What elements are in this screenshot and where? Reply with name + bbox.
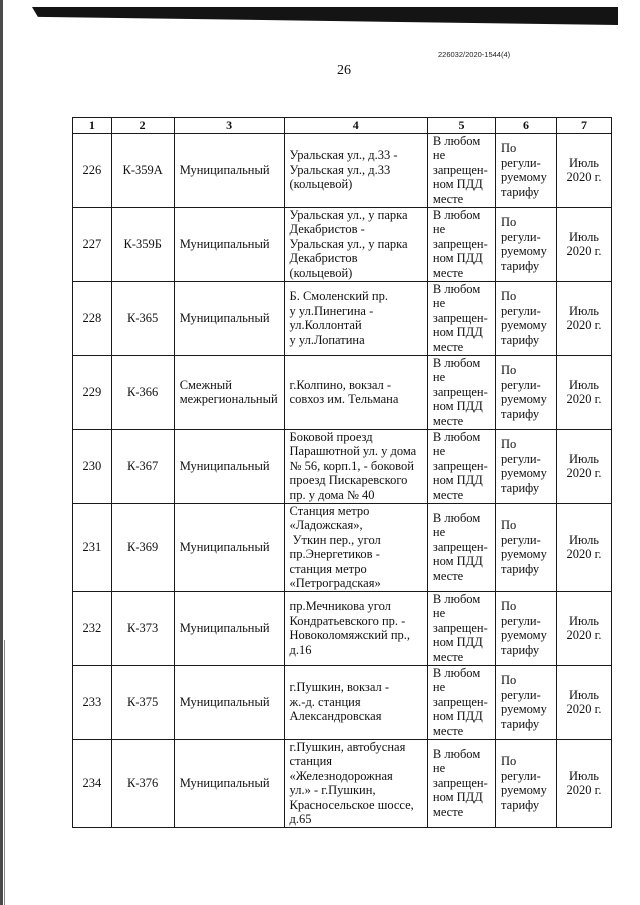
route-path-line: Б. Смоленский пр. [289,289,388,303]
scan-left-edge [0,0,3,905]
row-number-cell: 230 [73,429,112,503]
stop-procedure-line: В любом [432,591,481,606]
stop-procedure-line: не [432,525,446,540]
stop-procedure-line: В любом [432,510,481,525]
stop-procedure-line: не [432,148,446,163]
route-type-cell: Муниципальный [174,665,284,739]
stop-procedure-line: не [432,370,446,385]
tariff-line: руемому [501,244,547,258]
stop-procedure-line: В любом [432,355,481,370]
tariff-cell [496,355,557,429]
stop-procedure-line: запрещен- [432,236,488,251]
start-date-line: Июль [569,377,600,392]
start-date-cell [557,429,612,503]
table-row [73,503,612,591]
route-type-cell: Муниципальный [174,207,284,281]
stop-procedure-line: ном ПДД [432,251,483,266]
route-number-cell: К-369 [111,503,174,591]
stop-procedure-cell [427,281,495,355]
tariff-cell [496,281,557,355]
stop-procedure-line: ном ПДД [432,554,483,569]
tariff-cell [496,133,557,207]
tariff-line: тарифу [501,480,540,495]
tariff-line: регули- [501,768,541,783]
stop-procedure-cell [427,503,495,591]
tariff-line: руемому [501,318,547,332]
start-date-cell [557,739,612,827]
stop-procedure-line: месте [432,339,464,354]
tariff-line: тарифу [501,184,540,199]
stop-procedure-line: ном ПДД [432,473,483,488]
route-number-cell: К-373 [111,591,174,665]
route-path-cell [284,591,427,665]
route-path-line: ул.» - г.Пушкин, [289,783,376,797]
header-cell: 6 [496,118,557,134]
stop-procedure-cell [427,665,495,739]
route-number-cell: К-375 [111,665,174,739]
start-date-line: Июль [569,451,600,466]
route-type-cell: Муниципальный [174,591,284,665]
start-date-line: 2020 г. [566,466,602,480]
header-cell: 1 [73,118,112,134]
route-path-line: пр. у дома № 40 [289,487,375,502]
route-type-cell: Муниципальный [174,503,284,591]
stop-procedure-line: месте [432,191,464,206]
start-date-line: Июль [569,768,600,783]
start-date-line: Июль [569,687,600,702]
header-cell: 5 [427,118,495,134]
header-cell: 4 [284,118,427,134]
tariff-line: руемому [501,628,547,642]
route-path-line: «Петроградская» [289,576,381,590]
route-path-cell [284,281,427,355]
start-date-line: Июль [569,303,600,318]
route-path-line: (кольцевой) [289,177,353,192]
route-path-line: Уткин пер., угол [289,532,381,547]
stop-procedure-line: ном ПДД [432,177,483,192]
stop-procedure-line: ном ПДД [432,325,483,340]
tariff-line: По [501,289,517,303]
stop-procedure-line: запрещен- [432,539,488,554]
tariff-line: руемому [501,702,547,716]
route-path-cell [284,503,427,591]
tariff-line: тарифу [501,332,540,347]
stop-procedure-line: не [432,444,446,459]
route-path-line: Уральская ул., у парка [289,236,408,251]
route-path-line: Уральская ул., у парка [289,207,408,222]
stop-procedure-line: ном ПДД [432,635,483,650]
route-path-line: «Ладожская», [289,518,363,532]
stop-procedure-line: В любом [432,133,481,148]
route-path-line: Александровская [289,709,382,724]
stop-procedure-line: запрещен- [432,162,488,177]
tariff-line: тарифу [501,258,540,273]
tariff-line: регули- [501,229,541,244]
tariff-line: регули- [501,303,541,318]
stop-procedure-line: запрещен- [432,620,488,635]
stop-procedure-cell [427,591,495,665]
table-row [73,207,612,281]
tariff-line: руемому [501,392,547,406]
row-number-cell: 226 [73,133,112,207]
header-cell: 2 [111,118,174,134]
start-date-line: Июль [569,613,600,628]
route-path-line: (кольцевой) [289,265,353,280]
tariff-line: По [501,437,517,451]
table-row [73,665,612,739]
stop-procedure-line: запрещен- [432,458,488,473]
start-date-cell [557,133,612,207]
route-path-line: Декабристов [289,251,358,266]
tariff-line: регули- [501,613,541,628]
stop-procedure-line: месте [432,649,464,664]
row-number-cell: 229 [73,355,112,429]
start-date-line: 2020 г. [566,170,602,184]
route-path-line: ж.-д. станция [289,694,361,709]
stop-procedure-line: не [432,222,446,237]
route-type-cell: Муниципальный [174,739,284,827]
route-path-cell [284,739,427,827]
tariff-cell [496,591,557,665]
stop-procedure-line: не [432,296,446,311]
route-path-line: «Железнодорожная [289,768,393,783]
route-path-line: совхоз им. Тельмана [289,392,399,406]
tariff-line: По [501,215,517,229]
row-number-cell: 228 [73,281,112,355]
row-number-cell: 234 [73,739,112,827]
stop-procedure-line: месте [432,804,464,819]
route-path-cell [284,665,427,739]
tariff-line: тарифу [501,642,540,657]
start-date-cell [557,355,612,429]
tariff-line: По [501,141,517,155]
start-date-cell [557,207,612,281]
route-path-line: Уральская ул., д.33 [289,162,391,177]
table-header-row [73,118,612,134]
tariff-line: регули- [501,451,541,466]
stop-procedure-line: не [432,761,446,776]
route-type-cell: Муниципальный [174,281,284,355]
route-number-cell: К-367 [111,429,174,503]
start-date-cell [557,503,612,591]
stop-procedure-line: запрещен- [432,384,488,399]
row-number-cell: 232 [73,591,112,665]
stop-procedure-line: ном ПДД [432,790,483,805]
route-path-line: проезд Пискаревского [289,473,408,488]
route-path-line: у ул.Пинегина - [289,303,374,318]
tariff-line: По [501,363,517,377]
route-type-cell: Смежный межрегиональный [174,355,284,429]
route-path-line: Боковой проезд [289,429,373,444]
route-path-cell [284,133,427,207]
table-row [73,429,612,503]
stop-procedure-line: В любом [432,665,481,680]
stop-procedure-cell [427,355,495,429]
row-number-cell: 233 [73,665,112,739]
stop-procedure-line: месте [432,413,464,428]
route-path-line: г.Пушкин, автобусная [289,739,406,754]
tariff-line: регули- [501,687,541,702]
route-path-line: г.Колпино, вокзал - [289,377,392,392]
route-path-line: станция [289,754,333,768]
table-row [73,355,612,429]
stop-procedure-line: месте [432,723,464,738]
stop-procedure-line: месте [432,487,464,502]
route-path-line: Декабристов - [289,222,365,237]
route-path-cell [284,355,427,429]
tariff-line: тарифу [501,797,540,812]
table-row [73,591,612,665]
start-date-cell [557,591,612,665]
stop-procedure-line: В любом [432,746,481,761]
route-path-line: Станция метро [289,503,370,518]
route-path-cell [284,207,427,281]
stop-procedure-line: ном ПДД [432,399,483,414]
stop-procedure-cell [427,207,495,281]
route-number-cell: К-376 [111,739,174,827]
start-date-line: 2020 г. [566,392,602,406]
tariff-cell [496,429,557,503]
header-cell: 3 [174,118,284,134]
start-date-line: 2020 г. [566,783,602,797]
route-path-line: станция метро [289,561,367,576]
route-path-line: Новоколомяжский пр., [289,628,411,642]
stop-procedure-line: запрещен- [432,694,488,709]
stop-procedure-cell [427,133,495,207]
stop-procedure-line: не [432,680,446,695]
routes-table [72,117,612,828]
start-date-line: 2020 г. [566,702,602,716]
route-path-line: Кондратьевского пр. - [289,613,406,628]
tariff-cell [496,503,557,591]
start-date-line: Июль [569,229,600,244]
page-number: 26 [337,63,351,78]
tariff-line: По [501,673,517,687]
route-path-line: Красносельское шоссе, [289,797,414,812]
route-path-cell [284,429,427,503]
header-cell: 7 [557,118,612,134]
stop-procedure-line: ном ПДД [432,709,483,724]
tariff-line: регули- [501,532,541,547]
tariff-line: тарифу [501,561,540,576]
table-row [73,281,612,355]
start-date-line: 2020 г. [566,244,602,258]
route-type-cell: Муниципальный [174,429,284,503]
tariff-line: руемому [501,466,547,480]
route-path-line: д.16 [289,642,312,657]
start-date-line: 2020 г. [566,318,602,332]
tariff-cell [496,665,557,739]
document-id: 226032/2020-1544(4) [438,50,511,59]
route-path-line: Уральская ул., д.33 - [289,148,398,163]
row-number-cell: 231 [73,503,112,591]
route-type-cell: Муниципальный [174,133,284,207]
stop-procedure-line: В любом [432,429,481,444]
route-number-cell: К-359Б [111,207,174,281]
route-path-line: у ул.Лопатина [289,332,365,347]
start-date-cell [557,665,612,739]
tariff-line: тарифу [501,406,540,421]
start-date-line: 2020 г. [566,628,602,642]
table-row [73,739,612,827]
tariff-line: руемому [501,783,547,797]
tariff-line: По [501,754,517,768]
route-path-line: г.Пушкин, вокзал - [289,680,390,695]
route-number-cell: К-366 [111,355,174,429]
route-path-line: д.65 [289,812,312,826]
tariff-line: регули- [501,155,541,170]
start-date-line: Июль [569,155,600,170]
start-date-cell [557,281,612,355]
start-date-line: Июль [569,532,600,547]
tariff-line: руемому [501,547,547,561]
stop-procedure-cell [427,429,495,503]
stop-procedure-line: запрещен- [432,775,488,790]
route-path-line: пр.Энергетиков - [289,547,380,561]
row-number-cell: 227 [73,207,112,281]
stop-procedure-line: месте [432,568,464,583]
route-path-line: ул.Коллонтай [289,318,362,332]
tariff-line: тарифу [501,716,540,731]
route-path-line: пр.Мечникова угол [289,599,391,613]
tariff-cell [496,739,557,827]
stop-procedure-line: месте [432,265,464,280]
stop-procedure-cell [427,739,495,827]
scan-left-edge-line [4,640,5,905]
route-path-line: № 56, корп.1, - боковой [289,458,414,473]
route-path-line: Парашютной ул. у дома [289,444,417,459]
tariff-line: регули- [501,377,541,392]
stop-procedure-line: не [432,606,446,621]
tariff-line: По [501,518,517,532]
tariff-cell [496,207,557,281]
tariff-line: руемому [501,170,547,184]
stop-procedure-line: запрещен- [432,310,488,325]
route-number-cell: К-359А [111,133,174,207]
stop-procedure-line: В любом [432,207,481,222]
route-number-cell: К-365 [111,281,174,355]
table-row [73,133,612,207]
scan-top-bar [32,7,618,25]
stop-procedure-line: В любом [432,281,481,296]
start-date-line: 2020 г. [566,547,602,561]
tariff-line: По [501,599,517,613]
